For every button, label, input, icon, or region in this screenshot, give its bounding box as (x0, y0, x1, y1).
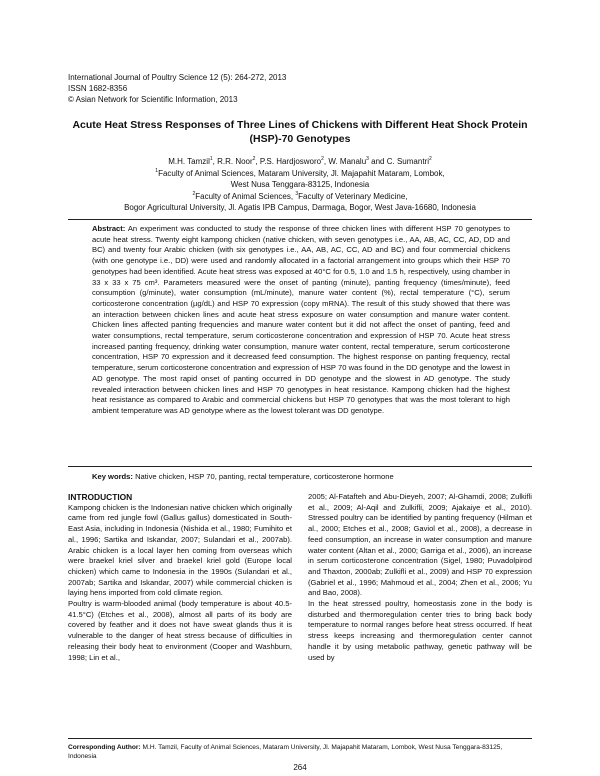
journal-citation: International Journal of Poultry Science 12 (5): 264-272, 2013 (68, 73, 287, 82)
corresponding-author (68, 743, 532, 761)
journal-copyright: © Asian Network for Scientific Information, 2013 (68, 95, 238, 104)
journal-issn: ISSN 1682-8356 (68, 84, 128, 93)
left-column (68, 492, 292, 663)
affiliation-address: Bogor Agricultural University, Jl. Agatis IPB Campus, Darmaga, Bogor, West Java-16680, Indonesia (124, 203, 476, 212)
abstract (92, 224, 510, 417)
keywords (92, 472, 510, 483)
abstract-bottom-rule (68, 466, 532, 467)
footnote-rule (68, 738, 532, 739)
corresponding-text: M.H. Tamzil, Faculty of Animal Sciences, Mataram University, Jl. Majapahit Mataram, Lombok, West Nusa Tenggara-83125, Indonesia (68, 744, 503, 760)
keywords-label: Key words: (92, 472, 133, 481)
author-name: M.H. Tamzil (168, 157, 210, 166)
affiliation-1: $^1$Faculty of Animal Sciences, Mataram University, Jl. Majapahit Mataram, Lombok, (155, 167, 445, 178)
page-number: 264 (293, 763, 307, 772)
paragraph: Kampong chicken is the Indonesian native chicken which originally came from red jungle fowl (Gallus gallus) domesticated in South-East Asia, including in Indonesia (Nishida et al., 1980; Fumihito et al., 1996; Sartika and Iskandar, 2007; Sulandari et al., 2007ab). Arabic chicken is a local layer hen coming from overseas which were braekel kriel silver and braekel kriel gold (Europe local chicken) which came to Indonesia in the 1990s (Sulandari et al., 2007ab; Sartika and Iskandar, 2007) while commercial chicken is laying hens imported from cold climate region. (68, 502, 292, 598)
paragraph: 2005; Al-Fatafteh and Abu-Dieyeh, 2007; Al-Ghamdi, 2008; Zulkifli et al., 2009; Al-Aqil and Zulkifli, 2009; Ajakaiye et al., 2010). Stressed poultry can be identified by panting frequency (Hilman et al., 2000; Etches et al., 2008; Gaviol et al., 2008), a decrease in feed consumption, an increase in water consumption and manure water content (Altan et al., 2000; Garriga et al., 2006), an increase in serum corticosterone concentration (Sigel, 1980; Puvadolpirod and Thaxton, 2000ab; Zulkifli et al., 2009) and HSP 70 expression (Gabriel et al., 1996; Mahmoud et al., 2004; Zhen et al., 2006; Yu and Bao, 2008). (308, 492, 532, 598)
affiliation-1-cont: West Nusa Tenggara-83125, Indonesia (230, 180, 370, 189)
corresponding-label: Corresponding Author: (68, 744, 141, 751)
author-name: P.S. Hardjosworo (259, 157, 322, 166)
abstract-text: An experiment was conducted to study the response of three chicken lines with different HSP 70 genotypes to acute heat stress. Twenty eight kampong chicken (native chicken, with seven genotypes i.e., AA, AB, AC, CC, AD, DD and BC) and twenty four Arabic chicken (with six genotypes i.e., AA, AB, AC, CC, AD and BC) and four commercial chickens (with one genotype i.e., DD) were used and randomly allocated in a factorial arrangement into groups which their HSP 70 genotypes had been identified. Acute heat stress was exposed at 40°C for 0.5, 1.0 and 1.5 h, respectively, using chamber in 33 x 33 x 75 cm³. Parameters measured were the onset of panting (minute), panting frequency (times/minute), feed consumption (g/minute), water consumption (mL/minute), manure water content (%), rectal temperature (°C), serum corticosterone concentration (µg/dL) and HSP 70 expression (copy mRNA). The result of this study showed that there was an interaction between chicken lines and acute heat stress exposure on water consumption and manure water content. Chicken lines affected panting frequencies and manure water content but it did not affect the onset of panting, feed and water consumptions, rectal temperature, serum corticosterone concentration and expression of HSP 70. Acute heat stress increased panting frequency, drinking water consumption, manure water content, rectal temperature, serum corticosterone concentration, HSP 70 expression and it decreased feed consumption. The highest response on panting frequency, rectal temperature, serum corticosterone concentration and expression of HSP 70 was found in the DD genotype and the lowest in AD genotype. The most rapid onset of panting occurred in DD genotype and the slowest in AD genotype. The study revealed interaction between chicken lines and HSP 70 genotypes in heat resistance. Kampong chicken had the highest heat resistance as compared to Arabic and commercial chickens but HSP 70 genotypes that was the most tolerant to high ambient temperature was AD genotype where as the lowest tolerant was DD genotype. (92, 224, 510, 415)
author-list: M.H. Tamzil$^1$, R.R. Noor$^2$, P.S. Hardjosworo$^2$, W. Manalu$^3$ and C. Sumantri$^2$ (168, 156, 432, 166)
author-name: W. Manalu (328, 157, 367, 166)
author-block (68, 156, 532, 214)
affiliation-2-3: $^2$Faculty of Animal Sciences, $^3$Faculty of Veterinary Medicine, (192, 190, 408, 201)
journal-header (68, 72, 286, 105)
section-heading: INTRODUCTION (68, 492, 133, 502)
abstract-label: Abstract: (92, 224, 126, 233)
keywords-text: Native chicken, HSP 70, panting, rectal temperature, corticosterone hormone (135, 472, 394, 481)
author-name: R.R. Noor (217, 157, 253, 166)
paper-title: Acute Heat Stress Responses of Three Lines of Chickens with Different Heat Shock Protein (HSP)-70 Genotypes (72, 119, 528, 145)
paragraph: Poultry is warm-blooded animal (body temperature is about 40.5-41.5°C) (Etches et al., 2008), almost all parts of its body are covered by feather and it does not have sweat glands thus it is vulnerable to the danger of heat stress because of difficulties in releasing their body heat to environment (Cooper and Washburn, 1998; Lin et al., (68, 599, 292, 662)
author-name: C. Sumantri (386, 157, 429, 166)
paragraph: In the heat stressed poultry, homeostasis zone in the body is disturbed and thermoregulation center tries to bring back body temperature to normal ranges before heat stress occurred. If heat stress keeps increasing and thermoregulation center cannot handle it by using metabolic pathway, genetic pathway will be used by (308, 599, 532, 662)
right-column (308, 492, 532, 663)
abstract-top-rule (68, 219, 532, 220)
